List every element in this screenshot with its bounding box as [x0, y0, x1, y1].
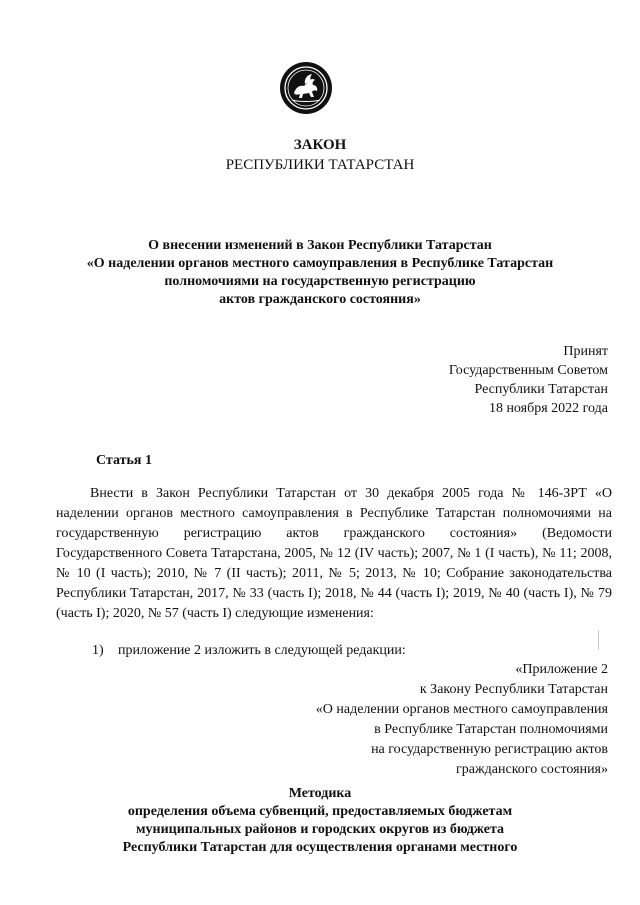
methodology-line: Республики Татарстан для осуществления органами местного: [122, 840, 518, 855]
methodology-line: муниципальных районов и городских округов из бюджета: [135, 822, 505, 837]
tatarstan-coat-of-arms-icon: [278, 60, 334, 116]
adoption-line: Республики Татарстан: [474, 382, 608, 397]
scan-artifact: [598, 630, 599, 650]
methodology-line: определения объема субвенций, предоставляемых бюджетам: [127, 804, 513, 819]
article-paragraph: [56, 484, 612, 624]
republic-heading: РЕСПУБЛИКИ ТАТАРСТАН: [225, 157, 415, 173]
appendix-line: гражданского состояния»: [456, 762, 608, 777]
law-title-line: «О наделении органов местного самоуправления в Республике Татарстан: [86, 256, 554, 271]
article-title: Статья 1: [96, 453, 152, 468]
article-item: [92, 641, 406, 661]
methodology-line: Методика: [288, 786, 352, 801]
law-title-line: О внесении изменений в Закон Республики Татарстан: [148, 238, 492, 253]
appendix-block: [316, 660, 608, 780]
adoption-block: [449, 342, 608, 418]
adoption-date: 18 ноября 2022 года: [488, 401, 608, 416]
item-number: 1): [92, 643, 104, 658]
law-title-line: актов гражданского состояния»: [219, 292, 421, 307]
law-title-line: полномочиями на государственную регистрацию: [164, 274, 476, 289]
law-title: [60, 237, 580, 309]
adoption-line: Принят: [563, 344, 608, 359]
appendix-line: к Закону Республики Татарстан: [419, 682, 608, 697]
methodology-title: [60, 785, 580, 857]
appendix-line: на государственную регистрацию актов: [371, 742, 608, 757]
appendix-line: «Приложение 2: [515, 662, 608, 677]
law-heading: ЗАКОН: [293, 137, 347, 153]
adoption-line: Государственным Советом: [448, 363, 608, 378]
article-paragraph-text: Внести в Закон Республики Татарстан от 30 декабря 2005 года № 146-ЗРТ «О наделении органов местного самоуправления в Республике Татарстан полномочиями на государственную регистрацию актов гражданского состояния» (Ведомости Государственного Совета Татарстана, 2005, № 12 (IV часть); 2007, № 1 (I часть), № 11; 2008, № 10 (I часть); 2010, № 7 (II часть); 2011, № 5; 2013, № 10; Собрание законодательства Республики Татарстан, 2017, № 33 (часть I); 2018, № 44 (часть I); 2019, № 40 (часть I), № 79 (часть I); 2020, № 57 (часть I) следующие изменения:: [56, 486, 612, 621]
appendix-line: «О наделении органов местного самоуправления: [315, 702, 608, 717]
appendix-line: в Республике Татарстан полномочиями: [374, 722, 608, 737]
item-text: приложение 2 изложить в следующей редакции:: [118, 643, 406, 658]
